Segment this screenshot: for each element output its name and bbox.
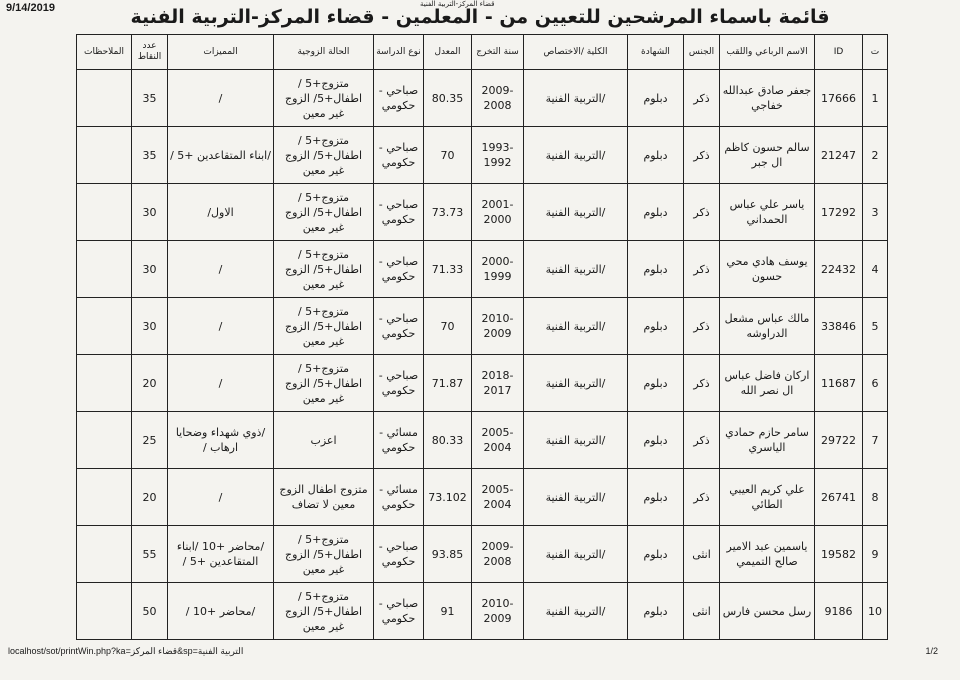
cell-grad-year: 2009-2008 — [472, 526, 524, 583]
col-average: المعدل — [424, 35, 472, 70]
cell-features: / — [168, 469, 274, 526]
cell-grad-year: 2010-2009 — [472, 298, 524, 355]
cell-degree: دبلوم — [628, 184, 684, 241]
cell-notes — [77, 70, 132, 127]
table-row — [77, 583, 888, 640]
col-degree: الشهادة — [628, 35, 684, 70]
cell-degree: دبلوم — [628, 70, 684, 127]
cell-college: /التربية الفنية — [524, 469, 628, 526]
col-notes: الملاحظات — [77, 35, 132, 70]
cell-grad-year: 2000-1999 — [472, 241, 524, 298]
col-features: المميزات — [168, 35, 274, 70]
cell-seq: 2 — [863, 127, 888, 184]
cell-degree: دبلوم — [628, 355, 684, 412]
cell-study-type: مسائي - حكومي — [374, 412, 424, 469]
cell-seq: 5 — [863, 298, 888, 355]
table-row — [77, 127, 888, 184]
cell-marital: متزوج اطفال الزوج معين لا تضاف — [274, 469, 374, 526]
cell-name: رسل محسن فارس — [720, 583, 815, 640]
cell-id: 11687 — [815, 355, 863, 412]
table-row — [77, 241, 888, 298]
cell-study-type: صباحي - حكومي — [374, 355, 424, 412]
cell-study-type: صباحي - حكومي — [374, 583, 424, 640]
cell-study-type: صباحي - حكومي — [374, 298, 424, 355]
cell-notes — [77, 184, 132, 241]
cell-college: /التربية الفنية — [524, 583, 628, 640]
cell-name: ياسر علي عباس الحمداني — [720, 184, 815, 241]
table-row — [77, 298, 888, 355]
cell-points: 35 — [132, 127, 168, 184]
cell-id: 26741 — [815, 469, 863, 526]
table-row — [77, 526, 888, 583]
cell-notes — [77, 298, 132, 355]
cell-name: علي كريم العيبي الطائي — [720, 469, 815, 526]
cell-average: 91 — [424, 583, 472, 640]
cell-seq: 4 — [863, 241, 888, 298]
page-title: قائمة باسماء المرشحين للتعيين من - المعلمين - قضاء المركز-التربية الفنية — [130, 6, 830, 28]
cell-points: 50 — [132, 583, 168, 640]
cell-degree: دبلوم — [628, 526, 684, 583]
cell-id: 33846 — [815, 298, 863, 355]
table-row — [77, 469, 888, 526]
cell-points: 25 — [132, 412, 168, 469]
cell-average: 80.33 — [424, 412, 472, 469]
cell-study-type: صباحي - حكومي — [374, 127, 424, 184]
cell-marital: متزوج+5 / اطفال+5/ الزوج غير معين — [274, 526, 374, 583]
cell-points: 30 — [132, 298, 168, 355]
cell-gender: ذكر — [684, 241, 720, 298]
cell-gender: ذكر — [684, 127, 720, 184]
cell-marital: متزوج+5 / اطفال+5/ الزوج غير معين — [274, 184, 374, 241]
cell-id: 19582 — [815, 526, 863, 583]
cell-gender: ذكر — [684, 298, 720, 355]
cell-seq: 8 — [863, 469, 888, 526]
cell-grad-year: 2010-2009 — [472, 583, 524, 640]
cell-id: 9186 — [815, 583, 863, 640]
cell-notes — [77, 583, 132, 640]
cell-points: 30 — [132, 184, 168, 241]
cell-name: اركان فاضل عباس ال نصر الله — [720, 355, 815, 412]
cell-average: 71.87 — [424, 355, 472, 412]
cell-marital: متزوج+5 / اطفال+5/ الزوج غير معين — [274, 241, 374, 298]
cell-notes — [77, 469, 132, 526]
cell-points: 55 — [132, 526, 168, 583]
cell-study-type: صباحي - حكومي — [374, 241, 424, 298]
cell-marital: متزوج+5 / اطفال+5/ الزوج غير معين — [274, 355, 374, 412]
cell-average: 70 — [424, 298, 472, 355]
cell-name: سالم حسون كاظم ال جبر — [720, 127, 815, 184]
cell-college: /التربية الفنية — [524, 526, 628, 583]
cell-grad-year: 2018-2017 — [472, 355, 524, 412]
cell-id: 22432 — [815, 241, 863, 298]
cell-average: 71.33 — [424, 241, 472, 298]
cell-features: /ذوي شهداء وضحايا ارهاب / — [168, 412, 274, 469]
cell-seq: 3 — [863, 184, 888, 241]
cell-name: يوسف هادي محي حسون — [720, 241, 815, 298]
col-college: الكلية /الاختصاص — [524, 35, 628, 70]
col-name: الاسم الرباعي واللقب — [720, 35, 815, 70]
cell-college: /التربية الفنية — [524, 298, 628, 355]
cell-grad-year: 2005-2004 — [472, 469, 524, 526]
col-points: عدد النقاط — [132, 35, 168, 70]
cell-gender: ذكر — [684, 469, 720, 526]
cell-average: 70 — [424, 127, 472, 184]
candidates-table — [76, 34, 888, 640]
cell-average: 80.35 — [424, 70, 472, 127]
cell-degree: دبلوم — [628, 241, 684, 298]
cell-id: 21247 — [815, 127, 863, 184]
cell-points: 20 — [132, 355, 168, 412]
cell-study-type: صباحي - حكومي — [374, 70, 424, 127]
cell-average: 73.102 — [424, 469, 472, 526]
cell-marital: متزوج+5 / اطفال+5/ الزوج غير معين — [274, 70, 374, 127]
col-study-type: نوع الدراسة — [374, 35, 424, 70]
cell-marital: اعزب — [274, 412, 374, 469]
cell-college: /التربية الفنية — [524, 241, 628, 298]
table-row — [77, 184, 888, 241]
cell-average: 73.73 — [424, 184, 472, 241]
print-header: قضاء المركز-التربية الفنية — [420, 0, 495, 8]
cell-name: ياسمين عبد الامير صالح التميمي — [720, 526, 815, 583]
cell-grad-year: 2005-2004 — [472, 412, 524, 469]
cell-notes — [77, 355, 132, 412]
cell-marital: متزوج+5 / اطفال+5/ الزوج غير معين — [274, 127, 374, 184]
cell-features: / — [168, 355, 274, 412]
cell-degree: دبلوم — [628, 412, 684, 469]
cell-id: 29722 — [815, 412, 863, 469]
cell-marital: متزوج+5 / اطفال+5/ الزوج غير معين — [274, 583, 374, 640]
cell-degree: دبلوم — [628, 298, 684, 355]
cell-name: سامر حازم حمادي الياسري — [720, 412, 815, 469]
cell-notes — [77, 241, 132, 298]
cell-grad-year: 2009-2008 — [472, 70, 524, 127]
table-body — [77, 70, 888, 640]
cell-college: /التربية الفنية — [524, 184, 628, 241]
cell-study-type: مسائي - حكومي — [374, 469, 424, 526]
cell-id: 17292 — [815, 184, 863, 241]
col-seq: ت — [863, 35, 888, 70]
cell-points: 20 — [132, 469, 168, 526]
cell-notes — [77, 127, 132, 184]
cell-notes — [77, 412, 132, 469]
cell-average: 93.85 — [424, 526, 472, 583]
col-marital: الحالة الزوجية — [274, 35, 374, 70]
footer-url: localhost/sot/printWin.php?ka=قضاء المركز&sp=التربية الفنية — [8, 646, 244, 656]
cell-features: / — [168, 70, 274, 127]
table-row — [77, 70, 888, 127]
cell-degree: دبلوم — [628, 127, 684, 184]
cell-gender: ذكر — [684, 355, 720, 412]
cell-name: جعفر صادق عبدالله خفاجي — [720, 70, 815, 127]
cell-seq: 7 — [863, 412, 888, 469]
cell-college: /التربية الفنية — [524, 70, 628, 127]
header-row — [77, 35, 888, 70]
cell-gender: انثى — [684, 526, 720, 583]
cell-gender: ذكر — [684, 70, 720, 127]
cell-study-type: صباحي - حكومي — [374, 526, 424, 583]
cell-points: 30 — [132, 241, 168, 298]
col-grad-year: سنة التخرج — [472, 35, 524, 70]
cell-features: /ابناء المتقاعدين +5 / — [168, 127, 274, 184]
cell-gender: ذكر — [684, 184, 720, 241]
cell-name: مالك عباس مشعل الدراوشه — [720, 298, 815, 355]
cell-study-type: صباحي - حكومي — [374, 184, 424, 241]
table-row — [77, 355, 888, 412]
cell-gender: ذكر — [684, 412, 720, 469]
cell-gender: انثى — [684, 583, 720, 640]
cell-features: /محاضر +10 / — [168, 583, 274, 640]
cell-college: /التربية الفنية — [524, 127, 628, 184]
cell-seq: 1 — [863, 70, 888, 127]
cell-seq: 10 — [863, 583, 888, 640]
cell-grad-year: 2001-2000 — [472, 184, 524, 241]
print-date: 9/14/2019 — [6, 2, 55, 14]
cell-notes — [77, 526, 132, 583]
cell-features: / — [168, 298, 274, 355]
cell-features: / — [168, 241, 274, 298]
cell-degree: دبلوم — [628, 583, 684, 640]
cell-features: /محاضر +10 /ابناء المتقاعدين +5 / — [168, 526, 274, 583]
cell-college: /التربية الفنية — [524, 412, 628, 469]
cell-marital: متزوج+5 / اطفال+5/ الزوج غير معين — [274, 298, 374, 355]
table-row — [77, 412, 888, 469]
col-id: ID — [815, 35, 863, 70]
cell-grad-year: 1993-1992 — [472, 127, 524, 184]
cell-id: 17666 — [815, 70, 863, 127]
cell-college: /التربية الفنية — [524, 355, 628, 412]
cell-features: الاول/ — [168, 184, 274, 241]
cell-seq: 6 — [863, 355, 888, 412]
col-gender: الجنس — [684, 35, 720, 70]
cell-seq: 9 — [863, 526, 888, 583]
cell-degree: دبلوم — [628, 469, 684, 526]
cell-points: 35 — [132, 70, 168, 127]
footer-page-number: 1/2 — [925, 646, 938, 656]
